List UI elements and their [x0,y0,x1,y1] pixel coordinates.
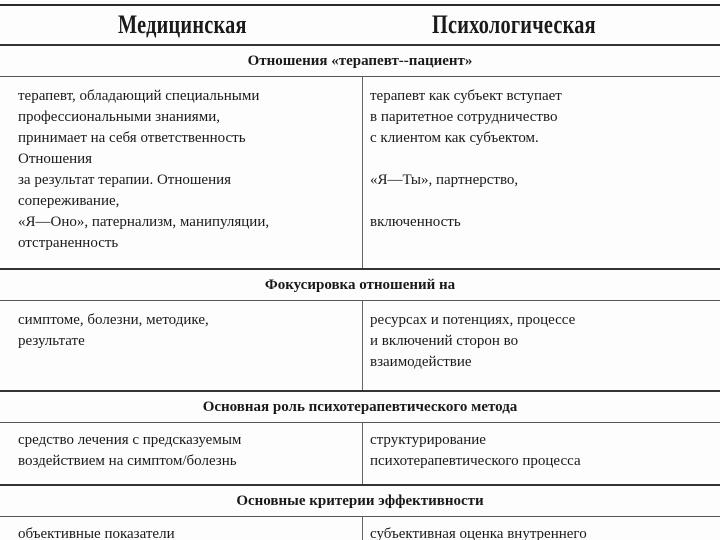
section-method-role-psychological-text: структурирование психотерапевтического процесса [370,432,581,469]
top-rule [0,4,720,6]
section-focus-medical-text: симптоме, болезни, методике, результате [18,312,209,349]
section-relations-psychological-text: терапевт как субъект вступает в паритетное сотрудничество с клиентом как субъектом. «Я—Ты», партнерство, включенность [370,88,562,230]
section-effectiveness-medical-text: объективные показатели [18,526,175,540]
column-divider [362,300,363,390]
table-header [0,8,720,44]
section-relations-medical-text: терапевт, обладающий специальными профессиональными знаниями, принимает на себя ответственность Отношения за результат терапии. Отношения сопереживание, «Я—Оно», патернализм, манипуляции, отстраненность [18,88,270,251]
section-focus-psychological-text: ресурсах и потенциях, процессе и включений сторон во взаимодействие [370,312,576,370]
section-heading-method-role: Основная роль психотерапевтического метода [0,390,720,423]
column-divider [362,76,363,268]
column-divider [362,422,363,484]
column-title-medical: Медицинская [118,10,247,39]
section-method-role-medical-text: средство лечения с предсказуемым воздействием на симптом/болезнь [18,432,242,469]
column-divider [362,516,363,540]
section-effectiveness-psychological-text: субъективная оценка внутреннего [370,526,587,540]
section-heading-relations: Отношения «терапевт--пациент» [0,44,720,77]
section-heading-effectiveness: Основные критерии эффективности [0,484,720,517]
column-title-psychological: Психологическая [432,10,596,39]
section-heading-focus: Фокусировка отношений на [0,268,720,301]
